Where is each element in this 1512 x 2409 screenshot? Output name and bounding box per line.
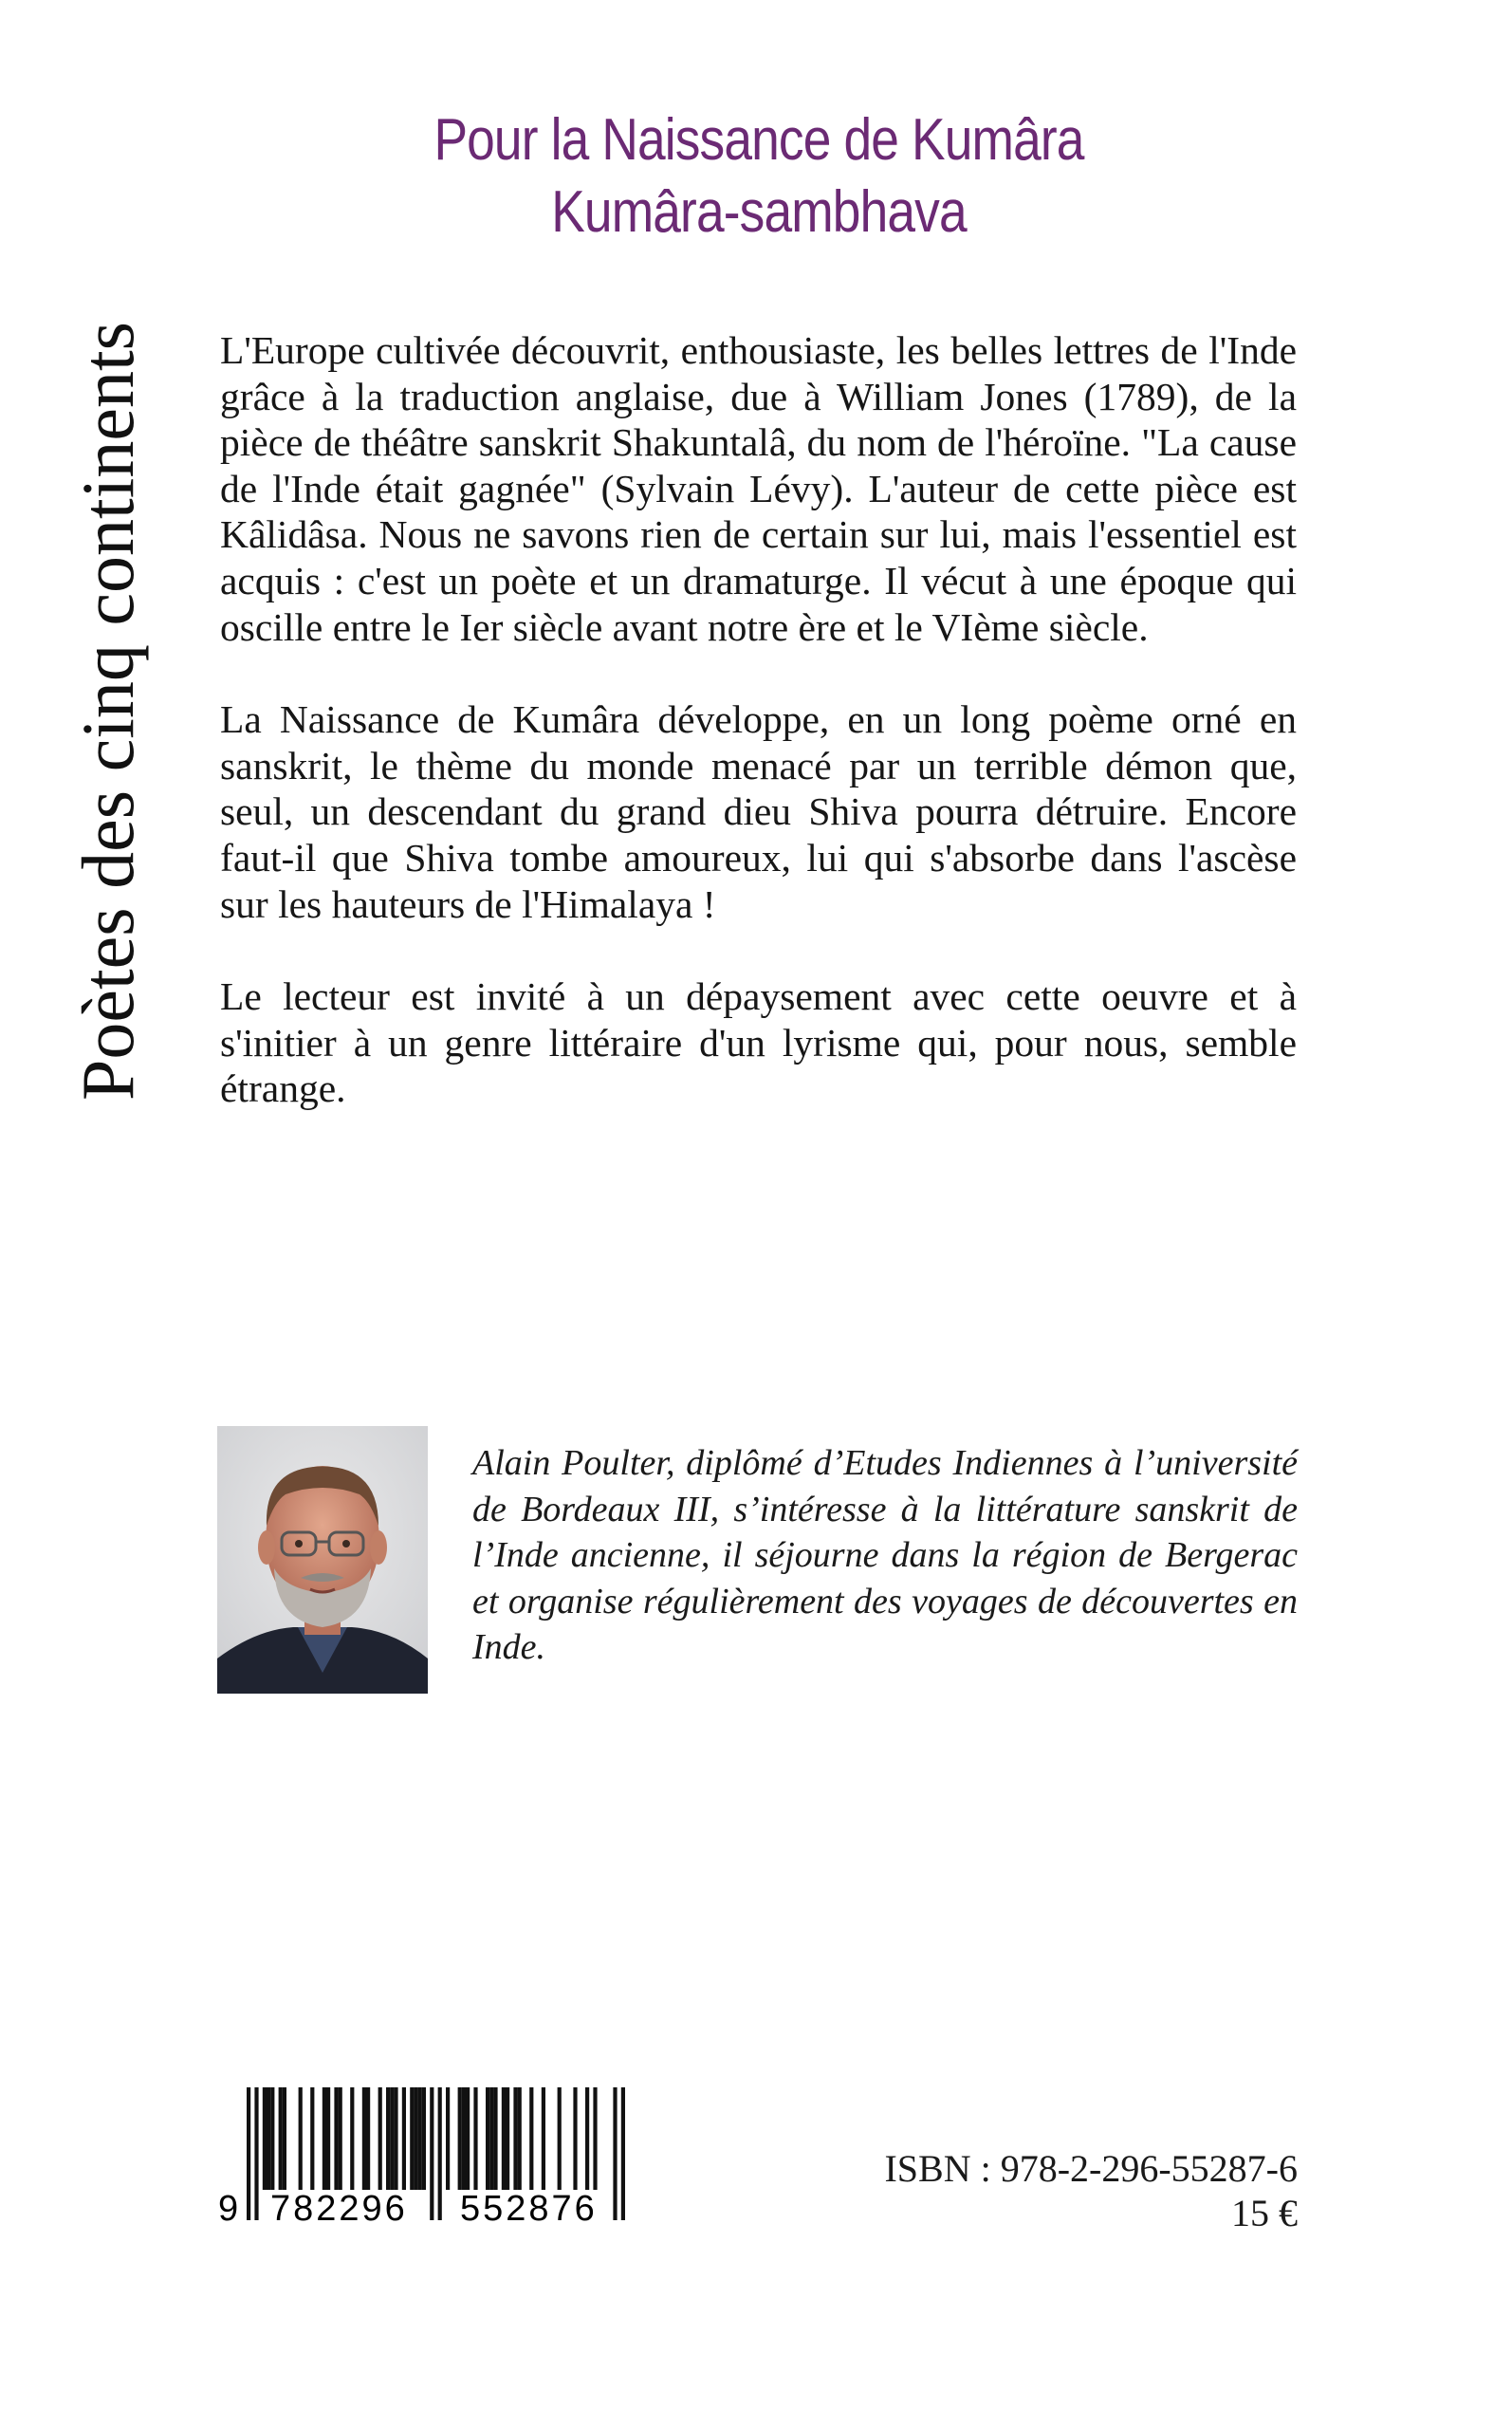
- barcode-bar: [402, 2087, 406, 2190]
- barcode-bar: [270, 2087, 274, 2190]
- barcode-bar: [506, 2087, 509, 2190]
- barcode-bar: [299, 2087, 303, 2190]
- barcode-bar: [518, 2087, 522, 2190]
- barcode-bar: [489, 2087, 493, 2190]
- barcode-bar: [323, 2087, 326, 2190]
- barcode-bar: [247, 2087, 250, 2220]
- barcode-bar: [446, 2087, 450, 2190]
- barcode-bar: [473, 2087, 477, 2190]
- barcode-bar: [334, 2087, 338, 2190]
- barcode-bar: [414, 2087, 417, 2190]
- barcode-bar: [613, 2087, 617, 2220]
- barcode-bar: [418, 2087, 422, 2190]
- barcode-bar: [502, 2087, 506, 2190]
- barcode-bar: [621, 2087, 625, 2220]
- barcode-bar: [458, 2087, 462, 2190]
- title-line-2: Kumâra-sambhava: [551, 179, 967, 245]
- barcode-bar: [283, 2087, 286, 2190]
- barcode-bar: [366, 2087, 370, 2190]
- series-name-spine: [19, 190, 209, 1139]
- barcode-bar: [410, 2087, 414, 2190]
- barcode-bar: [513, 2087, 517, 2190]
- barcode-digits-right: 552876: [460, 2189, 598, 2229]
- blurb: [220, 327, 1297, 1158]
- barcode-bar: [326, 2087, 330, 2190]
- barcode-bar: [339, 2087, 342, 2190]
- barcode-bar: [279, 2087, 283, 2190]
- barcode-digit-lead: 9: [218, 2189, 239, 2229]
- barcode-bar: [542, 2087, 545, 2190]
- isbn: ISBN : 978-2-296-55287-6: [884, 2147, 1298, 2190]
- barcode-bar: [462, 2087, 466, 2190]
- barcode-bar: [422, 2087, 426, 2190]
- barcode-bar: [529, 2087, 533, 2190]
- blurb-paragraph-1: L'Europe cultivée découvrit, enthousiaste, les belles lettres de l'Inde grâce à la traduction anglaise, due à William Jones (1789), de la pièce de théâtre sanskrit Shakuntalâ, du nom de l'héroïne. "La cause de l'Inde était gagnée" (Sylvain Lévy). L'auteur de cette pièce est Kâlidâsa. Nous ne savons rien de certain sur lui, mais l'essentiel est acquis : c'est un poète et un dramaturge. Il vécut à une époque qui oscille entre le Ier siècle avant notre ère et le VIème siècle.: [220, 328, 1297, 649]
- author-bio: Alain Poulter, diplômé d’Etudes Indiennes à l’université de Bordeaux III, s’intéresse à la littérature sanskrit de l’Inde ancienne, il séjourne dans la région de Bergerac et organise régulièrement des voyages de découvertes en Inde.: [472, 1443, 1298, 1668]
- barcode: [218, 2087, 655, 2230]
- barcode-bar: [267, 2087, 270, 2190]
- barcode-bar: [430, 2087, 433, 2220]
- blurb-paragraph-2: La Naissance de Kumâra développe, en un long poème orné en sanskrit, le thème du monde menacé par un terrible démon que, seul, un descendant du grand dieu Shiva pourra détruire. Encore faut-il que Shiva tombe amoureux, lui qui s'absorbe dans l'ascèse sur les hauteurs de l'Himalaya !: [220, 697, 1297, 926]
- barcode-bar: [378, 2087, 382, 2190]
- barcode-bar: [593, 2087, 597, 2190]
- author-photo: [217, 1426, 428, 1694]
- barcode-bar: [466, 2087, 470, 2190]
- barcode-bar: [350, 2087, 354, 2190]
- barcode-bar: [390, 2087, 394, 2190]
- blurb-paragraph-3: Le lecteur est invité à un dépaysement avec cette oeuvre et à s'initier à un genre littéraire d'un lyrisme qui, pour nous, semble étrange.: [220, 974, 1297, 1111]
- barcode-bar: [573, 2087, 577, 2190]
- barcode-bar: [362, 2087, 366, 2190]
- title-line-1: Pour la Naissance de Kumâra: [433, 107, 1084, 173]
- barcode-bar: [585, 2087, 589, 2190]
- barcode-bar: [394, 2087, 397, 2190]
- book-title: [218, 104, 1300, 249]
- barcode-bar: [310, 2087, 314, 2190]
- barcode-bar: [254, 2087, 258, 2220]
- barcode-bar: [493, 2087, 497, 2190]
- series-name-text: Poètes des cinq continents: [66, 321, 149, 1101]
- barcode-digits-left: 782296: [270, 2189, 408, 2229]
- barcode-bar: [438, 2087, 442, 2220]
- price: 15 €: [1231, 2192, 1298, 2234]
- barcode-bar: [386, 2087, 390, 2190]
- barcode-bar: [558, 2087, 562, 2190]
- barcode-bar: [263, 2087, 267, 2190]
- barcode-bar: [486, 2087, 489, 2190]
